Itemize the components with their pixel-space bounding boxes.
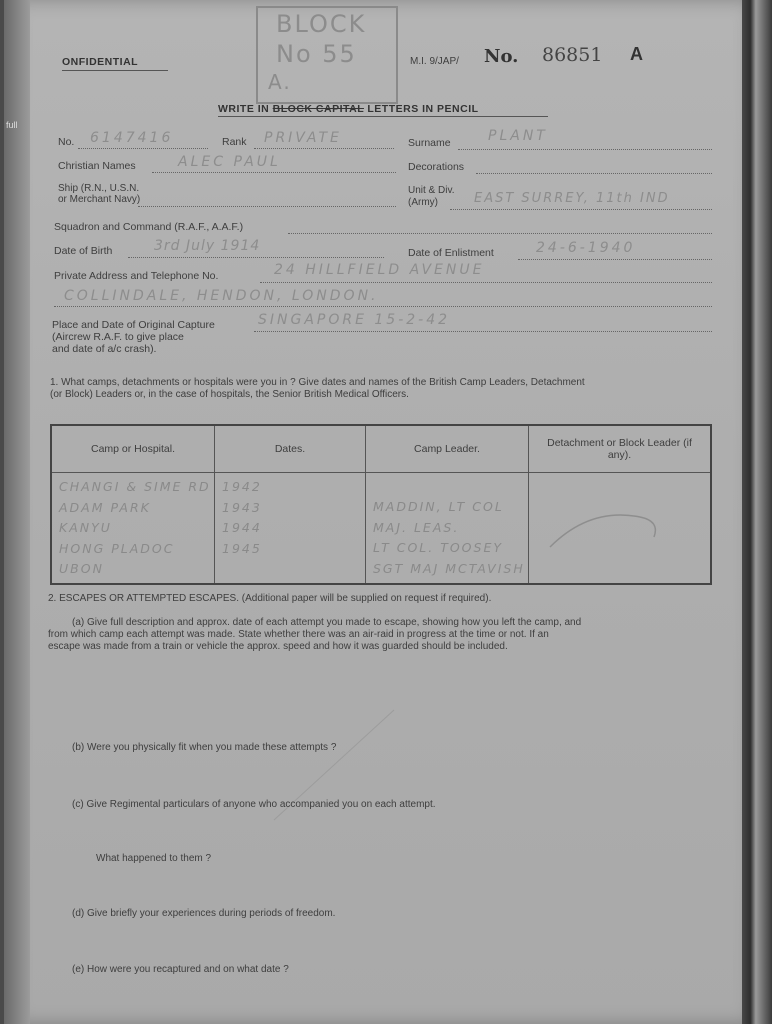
- unit-label-1: Unit & Div.: [408, 185, 455, 196]
- camp-entry: KANYU: [59, 520, 112, 535]
- decorations-line: [476, 173, 712, 174]
- camps-cell: [51, 473, 215, 585]
- capture-label-3: and date of a/c crash).: [52, 343, 157, 355]
- question-2a-line-2: from which camp each attempt was made. State whether there was an air-raid in progress at the time or not. If an: [48, 629, 549, 640]
- margin-note: full: [6, 120, 18, 130]
- camp-entry: UBON: [59, 561, 104, 576]
- christian-names-line: [152, 172, 396, 173]
- capture-label-1: Place and Date of Original Capture: [52, 319, 215, 331]
- number-suffix: A: [630, 44, 643, 64]
- binding-strip: [4, 0, 30, 1024]
- capture-value: SINGAPORE 15-2-42: [258, 312, 451, 328]
- document-number: 86851: [542, 44, 603, 66]
- squadron-label: Squadron and Command (R.A.F., A.A.F.): [54, 221, 244, 233]
- leader-entry: SGT MAJ MCTAVISH: [373, 560, 525, 576]
- address-value-2: COLLINDALE, HENDON, LONDON.: [64, 288, 379, 304]
- question-2a-line-1: (a) Give full description and approx. date of each attempt you made to escape, showing how you left the camp, and: [72, 617, 582, 628]
- dob-label: Date of Birth: [54, 245, 113, 257]
- date-entry: 1943: [222, 499, 262, 515]
- enlistment-value: 24-6-1940: [536, 240, 636, 256]
- form-code: M.I. 9/JAP/: [410, 56, 459, 67]
- pencil-scribble: [530, 477, 680, 577]
- ship-label-1: Ship (R.N., U.S.N.: [58, 183, 140, 194]
- surname-value: PLANT: [488, 128, 548, 144]
- enlistment-line: [518, 259, 712, 260]
- no-label: No.: [58, 136, 75, 148]
- ship-label-2: or Merchant Navy): [58, 194, 141, 205]
- rank-value: PRIVATE: [264, 130, 342, 146]
- stamp-line-1: BLOCK: [276, 10, 367, 38]
- question-2b: (b) Were you physically fit when you made these attempts ?: [72, 742, 337, 753]
- question-2c: (c) Give Regimental particulars of anyone who accompanied you on each attempt.: [72, 799, 436, 810]
- block-stamp: [256, 6, 398, 104]
- instruction-struck: BLOCK CAPITAL: [272, 103, 364, 115]
- stamp-line-2: No 55: [276, 40, 357, 68]
- dates-cell: [215, 473, 366, 585]
- address-value-1: 24 HILLFIELD AVENUE: [274, 262, 485, 278]
- dob-value: 3rd July 1914: [154, 238, 261, 254]
- rank-line: [254, 148, 394, 149]
- leaders-cell: [366, 473, 529, 585]
- camp-entry: CHANGI & SIME RD: [59, 479, 211, 494]
- document-sheet: [4, 0, 742, 1024]
- address-label: Private Address and Telephone No.: [54, 270, 219, 282]
- question-1-line-2: (or Block) Leaders or, in the case of hospitals, the Senior British Medical Officers.: [50, 389, 409, 400]
- date-entry: 1942: [222, 479, 262, 494]
- decorations-label: Decorations: [408, 161, 465, 173]
- ship-line: [138, 206, 396, 207]
- question-2d: (d) Give briefly your experiences during periods of freedom.: [72, 908, 336, 919]
- question-2c-followup: What happened to them ?: [96, 853, 212, 864]
- camp-entry: ADAM PARK: [59, 499, 151, 515]
- confidential-label: ONFIDENTIAL: [62, 56, 139, 68]
- instruction-before: WRITE IN: [218, 103, 273, 115]
- camps-table-body-row: [51, 473, 711, 585]
- header-detachment-leader: Detachment or Block Leader (if any).: [529, 425, 712, 473]
- capture-line: [254, 331, 712, 332]
- surname-line: [458, 149, 712, 150]
- address-line-1: [260, 282, 712, 283]
- camp-entry: HONG PLADOC: [59, 540, 175, 556]
- detachment-cell: [529, 473, 712, 585]
- question-2a-line-3: escape was made from a train or vehicle the approx. speed and how it was guarded should be included.: [48, 641, 508, 652]
- leader-entry: MADDIN, LT COL: [373, 499, 504, 514]
- unit-line: [450, 209, 712, 210]
- no-line: [78, 148, 208, 149]
- leader-entry: LT COL. TOOSEY: [373, 540, 503, 555]
- christian-names-value: ALEC PAUL: [178, 154, 281, 170]
- date-entry: 1945: [222, 540, 262, 556]
- confidential-underline: [62, 70, 168, 71]
- leader-entry: MAJ. LEAS.: [373, 519, 460, 535]
- surname-label: Surname: [408, 137, 451, 149]
- dob-line: [128, 257, 384, 258]
- squadron-line: [288, 233, 712, 234]
- date-entry: 1944: [222, 520, 262, 535]
- unit-value: EAST SURREY, 11th IND: [474, 191, 670, 206]
- instruction-underline: [218, 116, 548, 117]
- header-camp: Camp or Hospital.: [51, 425, 215, 473]
- instruction-heading: [218, 103, 479, 115]
- camps-table: [50, 424, 712, 585]
- address-line-2: [54, 306, 712, 307]
- number-prefix: No.: [484, 46, 519, 67]
- camps-table-header-row: [51, 425, 711, 473]
- header-dates: Dates.: [215, 425, 366, 473]
- no-value: 6147416: [90, 130, 174, 146]
- instruction-after: LETTERS IN PENCIL: [363, 103, 479, 115]
- rank-label: Rank: [222, 136, 247, 148]
- christian-names-label: Christian Names: [58, 160, 136, 172]
- capture-label-2: (Aircrew R.A.F. to give place: [52, 331, 184, 343]
- question-2-title: 2. ESCAPES OR ATTEMPTED ESCAPES. (Additional paper will be supplied on request if required).: [48, 593, 492, 604]
- question-2e: (e) How were you recaptured and on what date ?: [72, 964, 289, 975]
- unit-label-2: (Army): [408, 197, 438, 208]
- header-camp-leader: Camp Leader.: [366, 425, 529, 473]
- question-1-line-1: 1. What camps, detachments or hospitals were you in ? Give dates and names of the British Camp Leaders, Detachment: [50, 377, 585, 388]
- enlistment-label: Date of Enlistment: [408, 247, 494, 259]
- stamp-line-3: A.: [268, 70, 292, 94]
